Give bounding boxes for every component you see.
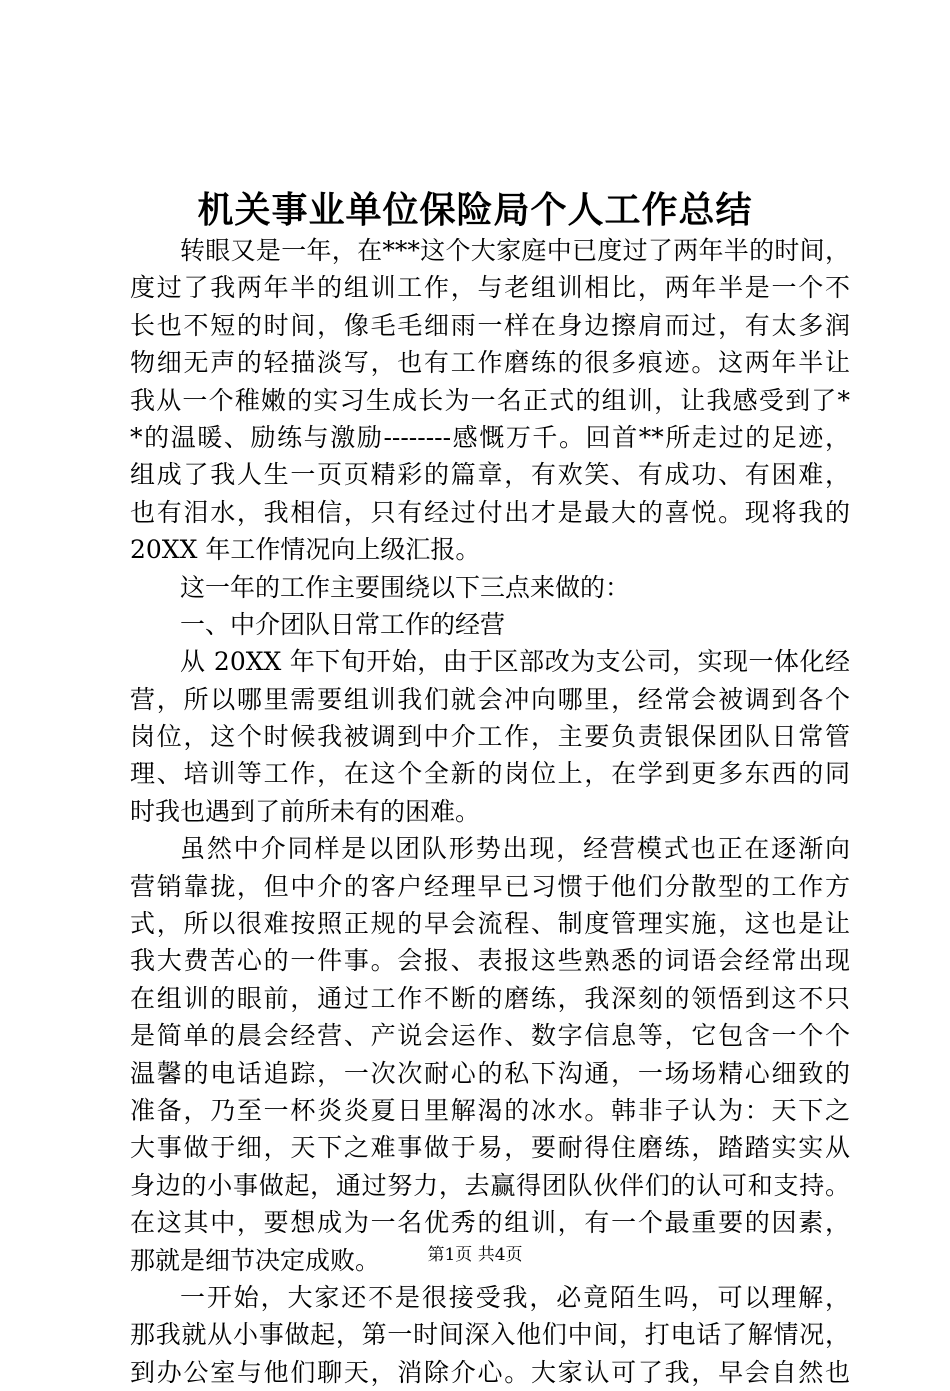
text-line: 我大费苦心的一件事。会报、表报这些熟悉的词语会经常出现 — [130, 946, 850, 976]
text-line: 到办公室与他们聊天，消除介心。大家认可了我，早会自然也 — [130, 1357, 850, 1387]
text-line: 身边的小事做起，通过努力，去赢得团队伙伴们的认可和支持。 — [130, 1170, 850, 1200]
text-line: 准备，乃至一杯炎炎夏日里解渴的冰水。韩非子认为：天下之 — [130, 1095, 850, 1125]
document-title: 机关事业单位保险局个人工作总结 — [197, 189, 753, 231]
text-line: 那就是细节决定成败。 — [130, 1245, 381, 1275]
text-line: 大事做于细，天下之难事做于易，要耐得住磨练，踏踏实实从 — [130, 1133, 850, 1163]
text-line: 式，所以很难按照正规的早会流程、制度管理实施，这也是让 — [130, 909, 850, 939]
document-body — [130, 232, 850, 1391]
text-line: *的温暖、励练与激励--------感慨万千。回首**所走过的足迹， — [130, 422, 850, 452]
text-line: 营销靠拢，但中介的客户经理早已习惯于他们分散型的工作方 — [130, 871, 850, 901]
text-line: 理、培训等工作，在这个全新的岗位上，在学到更多东西的同 — [130, 759, 850, 789]
text-line: 组成了我人生一页页精彩的篇章，有欢笑、有成功、有困难， — [130, 460, 850, 490]
text-line: 从 20XX 年下旬开始，由于区部改为支公司，实现一体化经 — [180, 647, 850, 677]
text-line: 是简单的晨会经营、产说会运作、数字信息等，它包含一个个 — [130, 1021, 850, 1051]
text-line: 岗位，这个时候我被调到中介工作，主要负责银保团队日常管 — [130, 722, 850, 752]
page-footer: 第1页 共4页 — [427, 1245, 523, 1265]
text-line: 在组训的眼前，通过工作不断的磨练，我深刻的领悟到这不只 — [130, 983, 850, 1013]
text-line: 虽然中介同样是以团队形势出现，经营模式也正在逐渐向 — [180, 834, 850, 864]
text-line: 那我就从小事做起，第一时间深入他们中间，打电话了解情况， — [130, 1320, 850, 1350]
text-line: 营，所以哪里需要组训我们就会冲向哪里，经常会被调到各个 — [130, 684, 850, 714]
text-line: 我从一个稚嫩的实习生成长为一名正式的组训，让我感受到了* — [130, 385, 850, 415]
text-line: 一开始，大家还不是很接受我，必竟陌生吗，可以理解， — [180, 1282, 850, 1312]
text-line: 温馨的电话追踪，一次次耐心的私下沟通，一场场精心细致的 — [130, 1058, 850, 1088]
text-line: 一、中介团队日常工作的经营 — [180, 609, 506, 639]
text-line: 也有泪水，我相信，只有经过付出才是最大的喜悦。现将我的 — [130, 497, 850, 527]
text-line: 长也不短的时间，像毛毛细雨一样在身边擦肩而过，有太多润 — [130, 310, 850, 340]
text-line: 度过了我两年半的组训工作，与老组训相比，两年半是一个不 — [130, 273, 850, 303]
text-line: 物细无声的轻描淡写，也有工作磨练的很多痕迹。这两年半让 — [130, 348, 850, 378]
text-line: 这一年的工作主要围绕以下三点来做的： — [180, 572, 631, 602]
text-line: 转眼又是一年，在***这个大家庭中已度过了两年半的时间， — [180, 236, 850, 265]
text-line: 20XX 年工作情况向上级汇报。 — [130, 535, 481, 565]
text-line: 时我也遇到了前所未有的困难。 — [130, 796, 481, 826]
text-line: 在这其中，要想成为一名优秀的组训，有一个最重要的因素， — [130, 1208, 850, 1238]
